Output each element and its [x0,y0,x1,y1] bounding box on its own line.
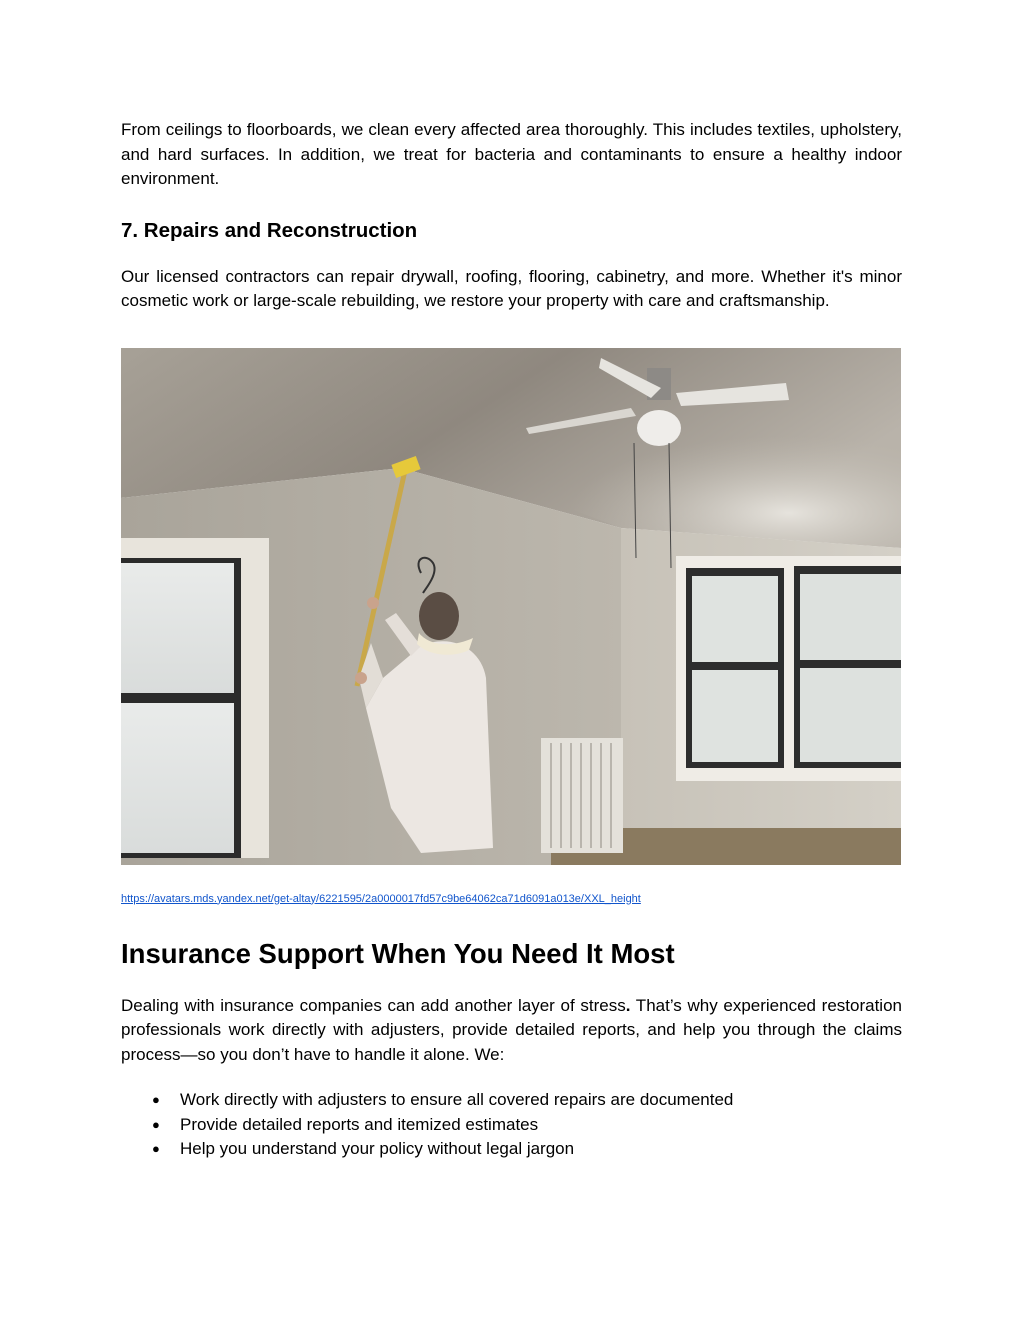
insurance-paragraph-part1: Dealing with insurance companies can add another layer of stress [121,995,626,1015]
insurance-paragraph-period: . [625,995,631,1015]
bullet-icon: ● [152,1116,160,1132]
room-cleaning-photo [121,348,901,865]
list-item [121,1137,902,1162]
insurance-heading: Insurance Support When You Need It Most [121,937,675,969]
bullet-text: Help you understand your policy without legal jargon [180,1139,575,1158]
list-item [121,1113,902,1138]
bullet-icon: ● [152,1141,160,1156]
photo-source-link[interactable]: https://avatars.mds.yandex.net/get-altay/6221595/2a0000017fd57c9be64062ca71d6091a013e/XXL_height [121,892,641,905]
insurance-paragraph [121,994,902,1068]
insurance-bullet-list [121,1088,902,1162]
list-item [121,1088,902,1113]
repairs-paragraph: Our licensed contractors can repair drywall, roofing, flooring, cabinetry, and more. Whether it's minor cosmetic work or large-scale rebuilding, we restore your property with care and craftsmanship. [121,266,902,310]
intro-paragraph: From ceilings to floorboards, we clean every affected area thoroughly. This includes textiles, upholstery, and hard surfaces. In addition, we treat for bacteria and contaminants to ensure a healthy indoor environment. [121,120,902,188]
insurance-paragraph-part2: That’s why experienced restoration professionals work directly with adjusters, provide detailed reports, and help you through the claims process—so you don’t have to handle it alone. We: [121,995,902,1064]
bullet-icon: ● [152,1092,160,1107]
bullet-text: Work directly with adjusters to ensure all covered repairs are documented [180,1090,734,1109]
section-heading-repairs: 7. Repairs and Reconstruction [121,218,418,242]
bullet-text: Provide detailed reports and itemized estimates [180,1114,539,1134]
document-page [121,118,902,1162]
